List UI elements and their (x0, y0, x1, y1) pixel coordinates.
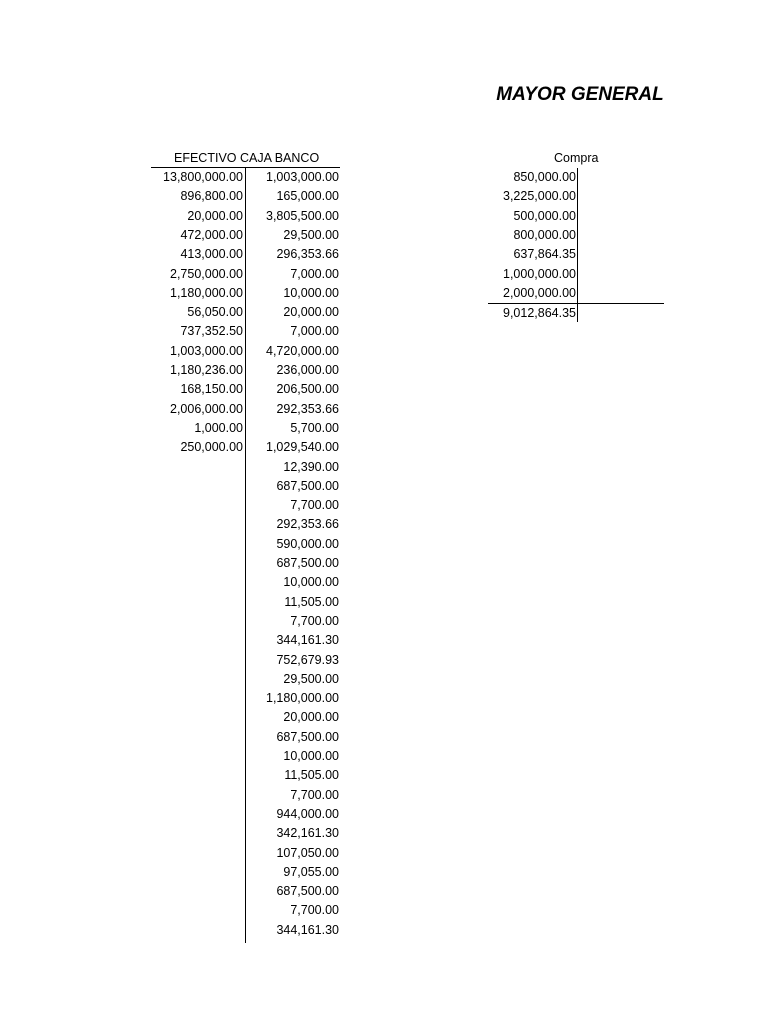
credit-amount: 7,000.00 (290, 266, 339, 281)
credit-amount: 1,180,000.00 (266, 691, 339, 706)
credit-amount: 344,161.30 (276, 922, 339, 937)
credit-amount: 752,679.93 (276, 652, 339, 667)
debit-amount: 1,000.00 (194, 420, 243, 435)
credit-amount: 687,500.00 (276, 556, 339, 570)
debit-amount: 250,000.00 (180, 440, 243, 455)
credit-amount: 7,700.00 (290, 613, 339, 628)
debit-amount: 850,000.00 (513, 170, 576, 184)
debit-amount: 3,225,000.00 (503, 189, 576, 204)
debit-amount: 2,000,000.00 (503, 285, 576, 300)
total-value: 9,012,864.35 (503, 306, 576, 320)
credit-amount: 11,505.00 (284, 594, 339, 609)
debit-amount: 472,000.00 (180, 227, 243, 242)
credit-amount: 7,700.00 (290, 787, 339, 802)
debit-amount: 1,003,000.00 (170, 343, 243, 358)
debit-amount: 1,000,000.00 (503, 266, 576, 281)
credit-amount: 344,161.30 (276, 633, 339, 648)
credit-amount: 107,050.00 (276, 845, 339, 860)
credit-amount: 29,500.00 (283, 671, 339, 686)
credit-amount: 20,000.00 (283, 305, 339, 320)
credit-amount: 296,353.66 (276, 247, 339, 262)
credit-amount: 944,000.00 (276, 806, 339, 821)
credit-amount: 1,029,540.00 (266, 440, 339, 455)
debit-amount: 896,800.00 (180, 189, 243, 204)
credit-amount: 11,505.00 (284, 768, 339, 783)
debit-amount: 2,006,000.00 (170, 401, 243, 416)
debit-amount: 1,180,236.00 (170, 363, 243, 377)
credit-amount: 10,000.00 (283, 575, 339, 590)
credit-amount: 7,000.00 (290, 324, 339, 339)
credit-amount: 10,000.00 (283, 285, 339, 300)
debit-amount: 500,000.00 (513, 208, 576, 223)
debit-amount: 168,150.00 (180, 382, 243, 397)
credit-amount: 20,000.00 (283, 710, 339, 725)
credit-amount: 7,700.00 (290, 903, 339, 918)
debit-amount: 800,000.00 (513, 227, 576, 242)
account-name: Compra (554, 151, 599, 165)
debit-amount: 637,864.35 (513, 247, 576, 262)
debit-amount: 13,800,000.00 (163, 170, 243, 184)
credit-amount: 4,720,000.00 (266, 343, 339, 358)
credit-amount: 5,700.00 (290, 420, 339, 435)
page-title: MAYOR GENERAL (496, 84, 664, 105)
debit-amount: 56,050.00 (187, 305, 243, 320)
credit-amount: 7,700.00 (290, 498, 339, 513)
t-account-center-line (577, 168, 578, 322)
debit-amount: 1,180,000.00 (170, 285, 243, 300)
debit-amount: 2,750,000.00 (170, 266, 243, 281)
debit-amount: 413,000.00 (180, 247, 243, 262)
credit-amount: 29,500.00 (283, 227, 339, 242)
credit-amount: 292,353.66 (276, 517, 339, 532)
credit-amount: 3,805,500.00 (266, 208, 339, 223)
credit-amount: 687,500.00 (276, 729, 339, 744)
credit-amount: 165,000.00 (276, 189, 339, 204)
credit-amount: 292,353.66 (276, 401, 339, 416)
credit-amount: 1,003,000.00 (266, 170, 339, 184)
credit-amount: 687,500.00 (276, 884, 339, 899)
credit-amount: 236,000.00 (276, 363, 339, 377)
credit-amount: 206,500.00 (276, 382, 339, 397)
credit-amount: 342,161.30 (276, 826, 339, 841)
debit-amount: 737,352.50 (180, 324, 243, 339)
credit-amount: 687,500.00 (276, 478, 339, 493)
credit-amount: 97,055.00 (283, 864, 339, 879)
debit-amount: 20,000.00 (187, 208, 243, 223)
credit-amount: 10,000.00 (283, 749, 339, 763)
credit-amount: 590,000.00 (276, 536, 339, 551)
account-name: EFECTIVO CAJA BANCO (174, 151, 320, 165)
credit-amount: 12,390.00 (283, 459, 339, 474)
